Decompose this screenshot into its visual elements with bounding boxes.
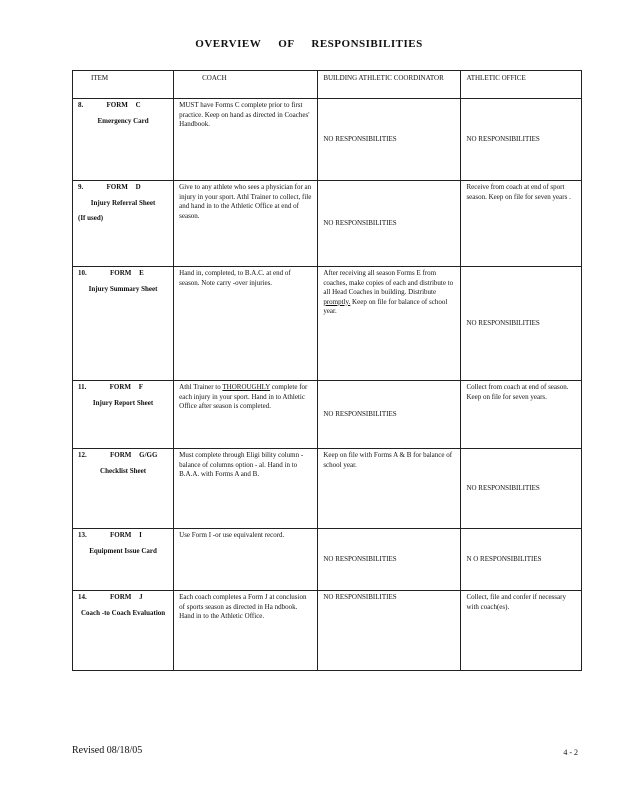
header-office-label: ATHLETIC OFFICE [466, 74, 526, 82]
header-item [73, 71, 174, 99]
table-row [73, 267, 582, 381]
office-cell: Receive from coach at end of sport season. Keep on file for seven years . [461, 181, 582, 267]
header-building-label: BUILDING ATHLETIC COORDINATOR [323, 74, 444, 82]
building-cell: NO RESPONSIBILITIES [318, 99, 461, 181]
item-number: 13. [78, 531, 87, 539]
building-cell: NO RESPONSIBILITIES [318, 181, 461, 267]
item-number: 12. [78, 451, 87, 459]
item-form-label: FORM D [106, 183, 141, 191]
table-header-row [73, 71, 582, 99]
coach-cell: Must complete through Eligi bility column - balance of columns option - al. Hand in to B.A.A. with Forms A and B. [174, 449, 318, 529]
office-cell: NO RESPONSIBILITIES [461, 99, 582, 181]
header-item-label: ITEM [91, 74, 109, 82]
coach-text: Athl Trainer to [179, 383, 223, 391]
item-note: (If used) [78, 214, 104, 222]
item-form [78, 531, 142, 539]
item-cell [73, 99, 174, 181]
item-form-label: FORM E [110, 269, 144, 277]
table-row [73, 529, 582, 591]
item-subtitle: Injury Report Sheet [92, 398, 154, 407]
item-subtitle: Injury Referral Sheet [90, 198, 156, 207]
item-number: 11. [78, 383, 87, 391]
office-cell: NO RESPONSIBILITIES [461, 449, 582, 529]
coach-cell: Each coach completes a Form J at conclusion of sports season as directed in Ha ndbook. Hand in to the Athletic Office. [174, 591, 318, 671]
coach-cell: Give to any athlete who sees a physician for an injury in your sport. Athl Trainer to collect, file and hand in to the Athletic Office at end of season. [174, 181, 318, 267]
item-form-label: FORM C [106, 101, 141, 109]
item-form [78, 269, 144, 277]
item-form [78, 101, 141, 109]
item-form-label: FORM I [110, 531, 142, 539]
table-row [73, 591, 582, 671]
coach-cell: MUST have Forms C complete prior to first practice. Keep on hand as directed in Coaches' Handbook. [174, 99, 318, 181]
item-subtitle: Injury Summary Sheet [88, 284, 158, 293]
item-form [78, 451, 157, 459]
building-text-continued: Keep on file for balance of school year. [323, 297, 448, 315]
item-subtitle: Equipment Issue Card [89, 546, 157, 555]
table-row [73, 181, 582, 267]
item-subtitle: Emergency Card [97, 116, 149, 125]
item-number: 9. [78, 183, 84, 191]
coach-cell: Hand in, completed, to B.A.C. at end of season. Note carry -over injuries. [174, 267, 318, 381]
building-text: After receiving all season Forms E from coaches, make copies of each and distribute to all Head Coaches in building. Distribute [323, 269, 454, 296]
coach-emphasis: THOROUGHLY [222, 383, 271, 391]
coach-text-continued: complete for each injury in your sport. Hand in to Athletic Office after season is completed. [179, 383, 308, 410]
item-cell [73, 591, 174, 671]
building-cell [318, 267, 461, 381]
item-form [78, 383, 143, 391]
header-coach-label: COACH [202, 74, 227, 82]
item-number: 8. [78, 101, 84, 109]
header-coach [174, 71, 318, 99]
item-cell [73, 181, 174, 267]
table-row [73, 99, 582, 181]
table-row [73, 449, 582, 529]
item-form-label: FORM G/GG [110, 451, 158, 459]
building-cell: NO RESPONSIBILITIES [318, 381, 461, 449]
item-subtitle: Checklist Sheet [100, 466, 147, 475]
item-subtitle: Coach -to Coach Evaluation [80, 608, 166, 617]
building-emphasis: promptly. [323, 297, 351, 306]
header-office [461, 71, 582, 99]
item-cell [73, 529, 174, 591]
item-number: 14. [78, 593, 87, 601]
item-form-label: FORM J [110, 593, 143, 601]
item-number: 10. [78, 269, 87, 277]
building-cell: NO RESPONSIBILITIES [318, 529, 461, 591]
office-cell: Collect, file and confer if necessary with coach(es). [461, 591, 582, 671]
building-cell: Keep on file with Forms A & B for balance of school year. [318, 449, 461, 529]
responsibilities-table [72, 70, 582, 671]
page-number: 4 - 2 [563, 748, 578, 757]
header-building [318, 71, 461, 99]
building-cell: NO RESPONSIBILITIES [318, 591, 461, 671]
page-title: OVERVIEW OF RESPONSIBILITIES [195, 38, 423, 50]
coach-cell: Use Form I -or use equivalent record. [174, 529, 318, 591]
office-cell: Collect from coach at end of season. Keep on file for seven years. [461, 381, 582, 449]
item-cell [73, 267, 174, 381]
revised-date: Revised 08/18/05 [72, 745, 143, 756]
coach-cell [174, 381, 318, 449]
item-cell [73, 449, 174, 529]
office-cell: N O RESPONSIBILITIES [461, 529, 582, 591]
item-form [78, 593, 143, 601]
item-form [78, 183, 141, 191]
item-cell [73, 381, 174, 449]
office-cell: NO RESPONSIBILITIES [461, 267, 582, 381]
item-form-label: FORM F [109, 383, 144, 391]
table-row [73, 381, 582, 449]
